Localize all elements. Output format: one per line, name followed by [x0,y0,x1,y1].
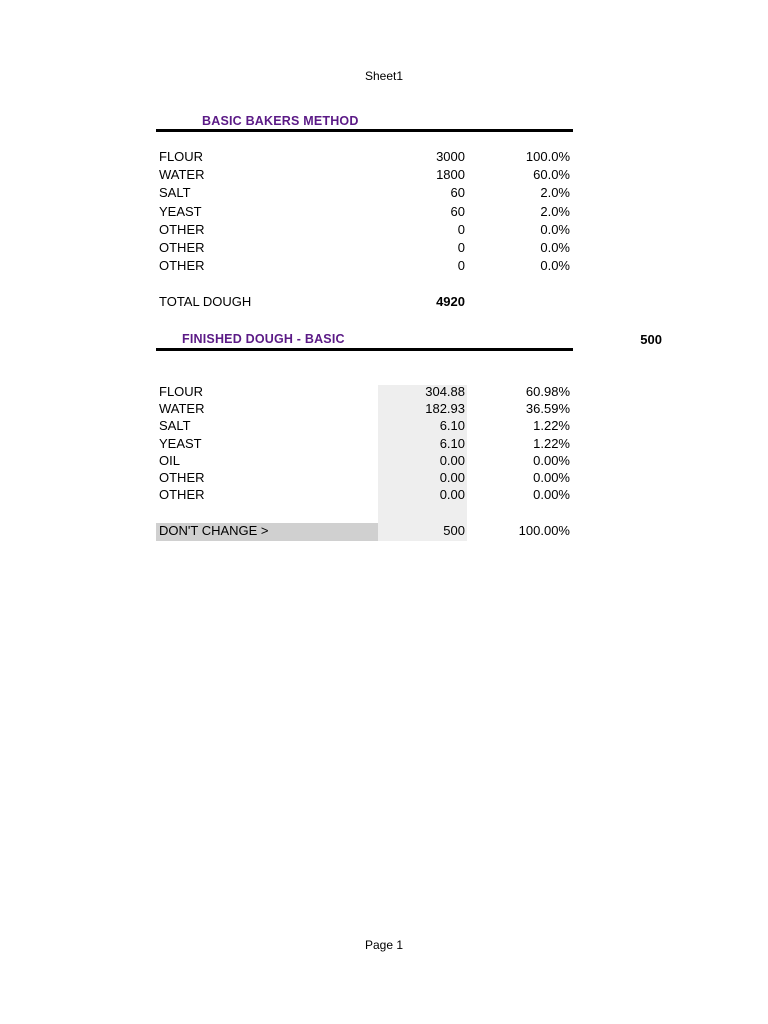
ingredient-percent: 0.00% [533,453,570,468]
ingredient-quantity: 0.00 [439,453,465,468]
ingredient-label: OTHER [159,222,205,237]
ingredient-label: SALT [159,418,191,433]
finished-row [156,452,574,470]
basic-row [156,221,574,239]
ingredient-quantity[interactable]: 0 [457,240,465,255]
dont-change-row [156,522,574,540]
total-dough-row [156,293,574,311]
ingredient-percent: 0.0% [540,258,570,273]
basic-row [156,166,574,184]
ingredient-label: OTHER [159,487,205,502]
ingredient-quantity: 6.10 [439,436,465,451]
finished-row [156,486,574,504]
page-number: Page 1 [364,938,404,952]
finished-row [156,417,574,435]
dont-change-quantity: 500 [443,523,465,538]
finished-row [156,469,574,487]
ingredient-percent: 60.0% [533,167,570,182]
ingredient-label: WATER [159,167,205,182]
finished-row [156,383,574,401]
ingredient-quantity: 0.00 [439,487,465,502]
basic-section-title: BASIC BAKERS METHOD [202,114,359,128]
ingredient-label: WATER [159,401,205,416]
ingredient-percent: 0.0% [540,240,570,255]
ingredient-percent: 100.0% [525,149,570,164]
dont-change-label: DON'T CHANGE > [159,523,269,538]
basic-row [156,148,574,166]
ingredient-percent: 36.59% [525,401,570,416]
sheet-title: Sheet1 [364,69,404,83]
finished-dough-target[interactable]: 500 [640,332,662,347]
basic-row [156,184,574,202]
ingredient-percent: 0.00% [533,470,570,485]
ingredient-percent: 60.98% [525,384,570,399]
ingredient-label: YEAST [159,436,202,451]
basic-row [156,203,574,221]
ingredient-quantity[interactable]: 60 [450,185,465,200]
ingredient-quantity[interactable]: 0 [457,222,465,237]
ingredient-label: OTHER [159,258,205,273]
ingredient-percent: 0.0% [540,222,570,237]
basic-section-rule [156,129,573,132]
ingredient-label: OTHER [159,240,205,255]
basic-row [156,239,574,257]
ingredient-label: FLOUR [159,149,204,164]
ingredient-quantity[interactable]: 0 [457,258,465,273]
ingredient-percent: 1.22% [533,436,570,451]
ingredient-quantity[interactable]: 1800 [436,167,465,182]
finished-row [156,400,574,418]
ingredient-label: SALT [159,185,191,200]
finished-section-rule [156,348,573,351]
ingredient-percent: 2.0% [540,204,570,219]
ingredient-percent: 0.00% [533,487,570,502]
ingredient-quantity[interactable]: 3000 [436,149,465,164]
total-dough-label: TOTAL DOUGH [159,294,252,309]
ingredient-quantity: 0.00 [439,470,465,485]
dont-change-percent: 100.00% [518,523,570,538]
finished-row [156,435,574,453]
ingredient-quantity: 6.10 [439,418,465,433]
total-dough-value: 4920 [436,294,465,309]
ingredient-label: OIL [159,453,180,468]
ingredient-percent: 1.22% [533,418,570,433]
ingredient-quantity[interactable]: 60 [450,204,465,219]
basic-row [156,257,574,275]
ingredient-quantity: 182.93 [425,401,465,416]
ingredient-label: OTHER [159,470,205,485]
ingredient-quantity: 304.88 [425,384,465,399]
ingredient-label: YEAST [159,204,202,219]
ingredient-label: FLOUR [159,384,204,399]
finished-section-title: FINISHED DOUGH - BASIC [182,332,345,346]
ingredient-percent: 2.0% [540,185,570,200]
